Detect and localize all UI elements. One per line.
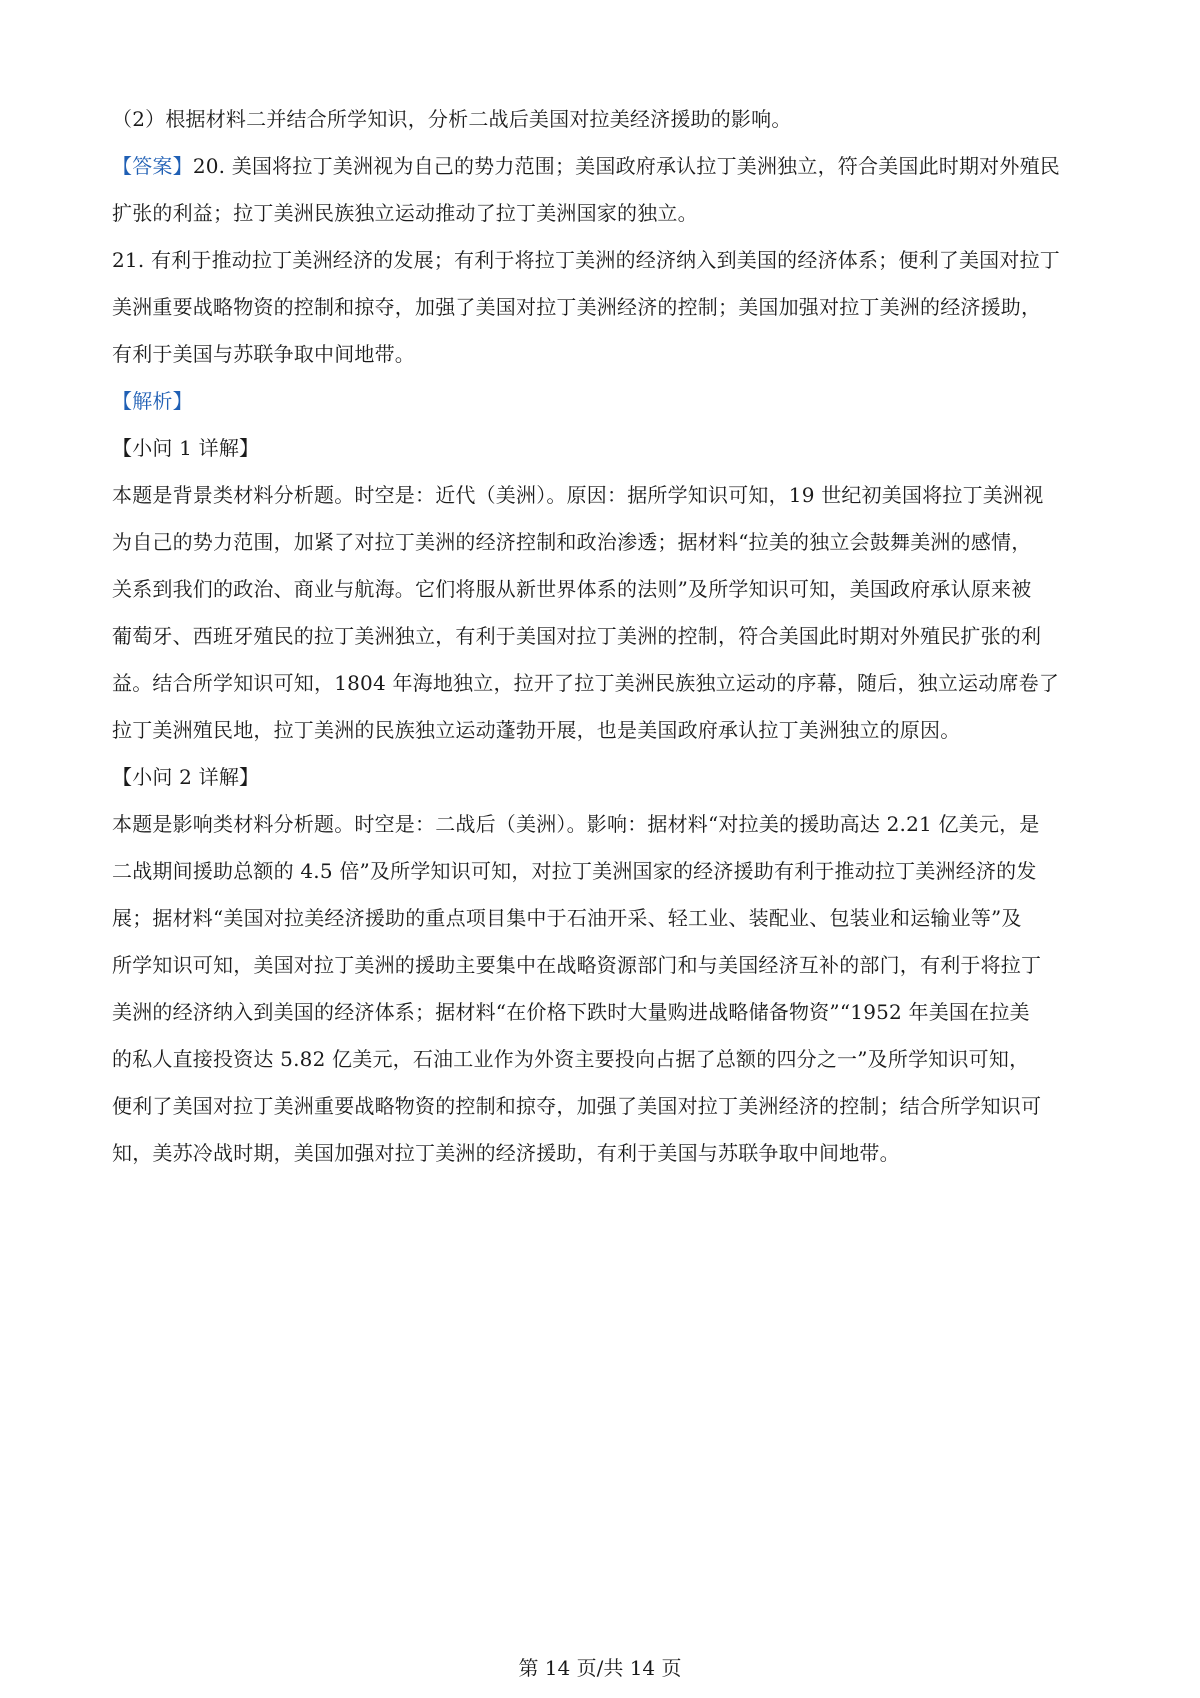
answer-21-line-2: 美洲重要战略物资的控制和掠夺，加强了美国对拉丁美洲经济的控制；美国加强对拉丁美洲的经济援助， (112, 295, 1042, 319)
analysis-tag-line (112, 378, 1100, 425)
page-number-footer: 第 14 页/共 14 页 (518, 1656, 682, 1680)
sub-question-1-heading: 【小问 1 详解】 (112, 436, 260, 460)
sub1-line: 葡萄牙、西班牙殖民的拉丁美洲独立，有利于美国对拉丁美洲的控制，符合美国此时期对外殖民扩张的利 (112, 624, 1042, 648)
sub-question-2-heading: 【小问 2 详解】 (112, 765, 260, 789)
sub1-line: 关系到我们的政治、商业与航海。它们将服从新世界体系的法则”及所学知识可知，美国政府承认原来被 (112, 577, 1032, 601)
sub2-line: 二战期间援助总额的 4.5 倍”及所学知识可知，对拉丁美洲国家的经济援助有利于推动拉丁美洲经济的发 (112, 859, 1037, 883)
sub2-line: 展；据材料“美国对拉美经济援助的重点项目集中于石油开采、轻工业、装配业、包装业和运输业等”及 (112, 906, 1022, 930)
answer-21-line-3: 有利于美国与苏联争取中间地带。 (112, 342, 415, 366)
sub2-line: 本题是影响类材料分析题。时空是：二战后（美洲）。影响：据材料“对拉美的援助高达 2.21 亿美元，是 (112, 812, 1040, 836)
sub1-line: 为自己的势力范围，加紧了对拉丁美洲的经济控制和政治渗透；据材料“拉美的独立会鼓舞美洲的感情， (112, 530, 1032, 554)
answer-20-text-1: 20. 美国将拉丁美洲视为自己的势力范围；美国政府承认拉丁美洲独立，符合美国此时期对外殖民 (192, 154, 1060, 178)
sub2-line: 便利了美国对拉丁美洲重要战略物资的控制和掠夺，加强了美国对拉丁美洲经济的控制；结合所学知识可 (112, 1094, 1042, 1118)
question-2: （2）根据材料二并结合所学知识，分析二战后美国对拉美经济援助的影响。 (112, 107, 792, 131)
sub1-line: 本题是背景类材料分析题。时空是：近代（美洲）。原因：据所学知识可知，19 世纪初美国将拉丁美洲视 (112, 483, 1044, 507)
answer-20-line-2: 扩张的利益；拉丁美洲民族独立运动推动了拉丁美洲国家的独立。 (112, 201, 698, 225)
sub2-line: 知，美苏冷战时期，美国加强对拉丁美洲的经济援助，有利于美国与苏联争取中间地带。 (112, 1141, 900, 1165)
sub1-line: 益。结合所学知识可知，1804 年海地独立，拉开了拉丁美洲民族独立运动的序幕，随后，独立运动席卷了 (112, 671, 1060, 695)
answer-20-line-1 (112, 143, 1100, 190)
answer-tag: 【答案】 (112, 154, 193, 178)
sub2-line: 所学知识可知，美国对拉丁美洲的援助主要集中在战略资源部门和与美国经济互补的部门，有利于将拉丁 (112, 953, 1042, 977)
answer-21-line-1: 21. 有利于推动拉丁美洲经济的发展；有利于将拉丁美洲的经济纳入到美国的经济体系；便利了美国对拉丁 (112, 248, 1060, 272)
sub1-line: 拉丁美洲殖民地，拉丁美洲的民族独立运动蓬勃开展，也是美国政府承认拉丁美洲独立的原因。 (112, 718, 961, 742)
sub2-line: 的私人直接投资达 5.82 亿美元，石油工业作为外资主要投向占据了总额的四分之一”及所学知识可知， (112, 1047, 1030, 1071)
document-body (112, 96, 1100, 1177)
analysis-tag: 【解析】 (112, 389, 193, 413)
sub2-line: 美洲的经济纳入到美国的经济体系；据材料“在价格下跌时大量购进战略储备物资”“1952 年美国在拉美 (112, 1000, 1030, 1024)
